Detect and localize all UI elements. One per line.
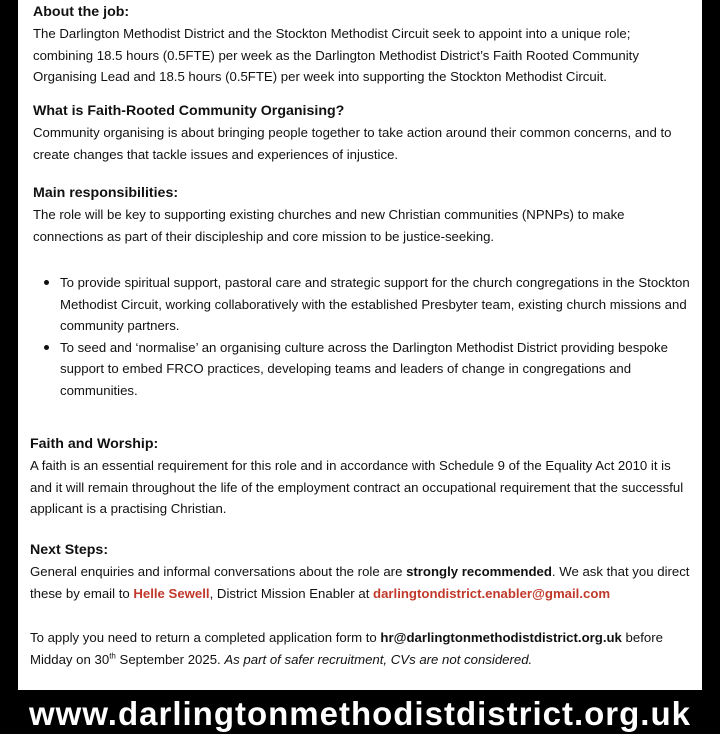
strongly-recommended-text: strongly recommended — [406, 564, 552, 579]
responsibilities-heading: Main responsibilities: — [33, 185, 179, 201]
frco-body: Community organising is about bringing people together to take action around their common concerns, and to create changes that tackle issues and experiences of injustice. — [33, 125, 672, 162]
safer-recruitment-note: As part of safer recruitment, CVs are not considered. — [224, 651, 533, 667]
apply-section — [30, 627, 692, 670]
about-heading: About the job: — [33, 4, 130, 20]
apply-instructions: To apply you need to return a completed application form to hr@darlingtonmethodistdistrict.org.uk before Midday on 30th September 2025. As part of safer recruitment, CVs are not considered. — [30, 630, 663, 667]
faith-body: A faith is an essential requirement for this role and in accordance with Schedule 9 of the Equality Act 2010 it is and it will remain throughout the life of the employment contract an occupational requirement that the successful applicant is a practising Christian. — [30, 458, 684, 516]
about-section — [33, 2, 692, 88]
frco-section — [33, 101, 692, 165]
list-item: To provide spiritual support, pastoral care and strategic support for the church congregations in the Stockton Methodist Circuit, working collaboratively with the established Presbyter team, existing church missions and community partners. — [60, 272, 692, 337]
frco-heading: What is Faith-Rooted Community Organising? — [33, 103, 345, 119]
next-steps-section — [30, 540, 692, 604]
next-steps-enquiries: General enquiries and informal conversations about the role are strongly recommended. We ask that you direct these by email to Helle Sewell, District Mission Enabler at darlingtondistrict.enabler@gmail.com — [30, 564, 690, 601]
website-url[interactable]: www.darlingtonmethodistdistrict.org.uk — [29, 695, 691, 732]
contact-name-link[interactable]: Helle Sewell — [133, 585, 210, 601]
faith-heading: Faith and Worship: — [30, 436, 159, 452]
contact-email-link[interactable]: darlingtondistrict.enabler@gmail.com — [373, 585, 611, 601]
about-body: The Darlington Methodist District and the Stockton Methodist Circuit seek to appoint into a unique role; combining 18.5 hours (0.5FTE) per week as the Darlington Methodist District’s Faith Rooted Community Organising Lead and 18.5 hours (0.5FTE) per week into supporting the Stockton Methodist Circuit. — [33, 26, 639, 84]
job-advert-card — [18, 0, 702, 690]
apply-email-link[interactable]: hr@darlingtonmethodistdistrict.org.uk — [380, 630, 622, 645]
list-item: To seed and ‘normalise’ an organising culture across the Darlington Methodist District providing bespoke support to embed FRCO practices, developing teams and leaders of change in congregations and communities. — [60, 337, 692, 402]
responsibilities-intro: The role will be key to supporting existing churches and new Christian communities (NPNPs) to make connections as part of their discipleship and core mission to be justice-seeking. — [33, 207, 625, 244]
faith-section — [30, 434, 692, 520]
next-steps-heading: Next Steps: — [30, 542, 109, 558]
responsibilities-list-section — [33, 272, 692, 401]
responsibilities-section — [33, 183, 692, 247]
responsibilities-list — [33, 272, 692, 401]
